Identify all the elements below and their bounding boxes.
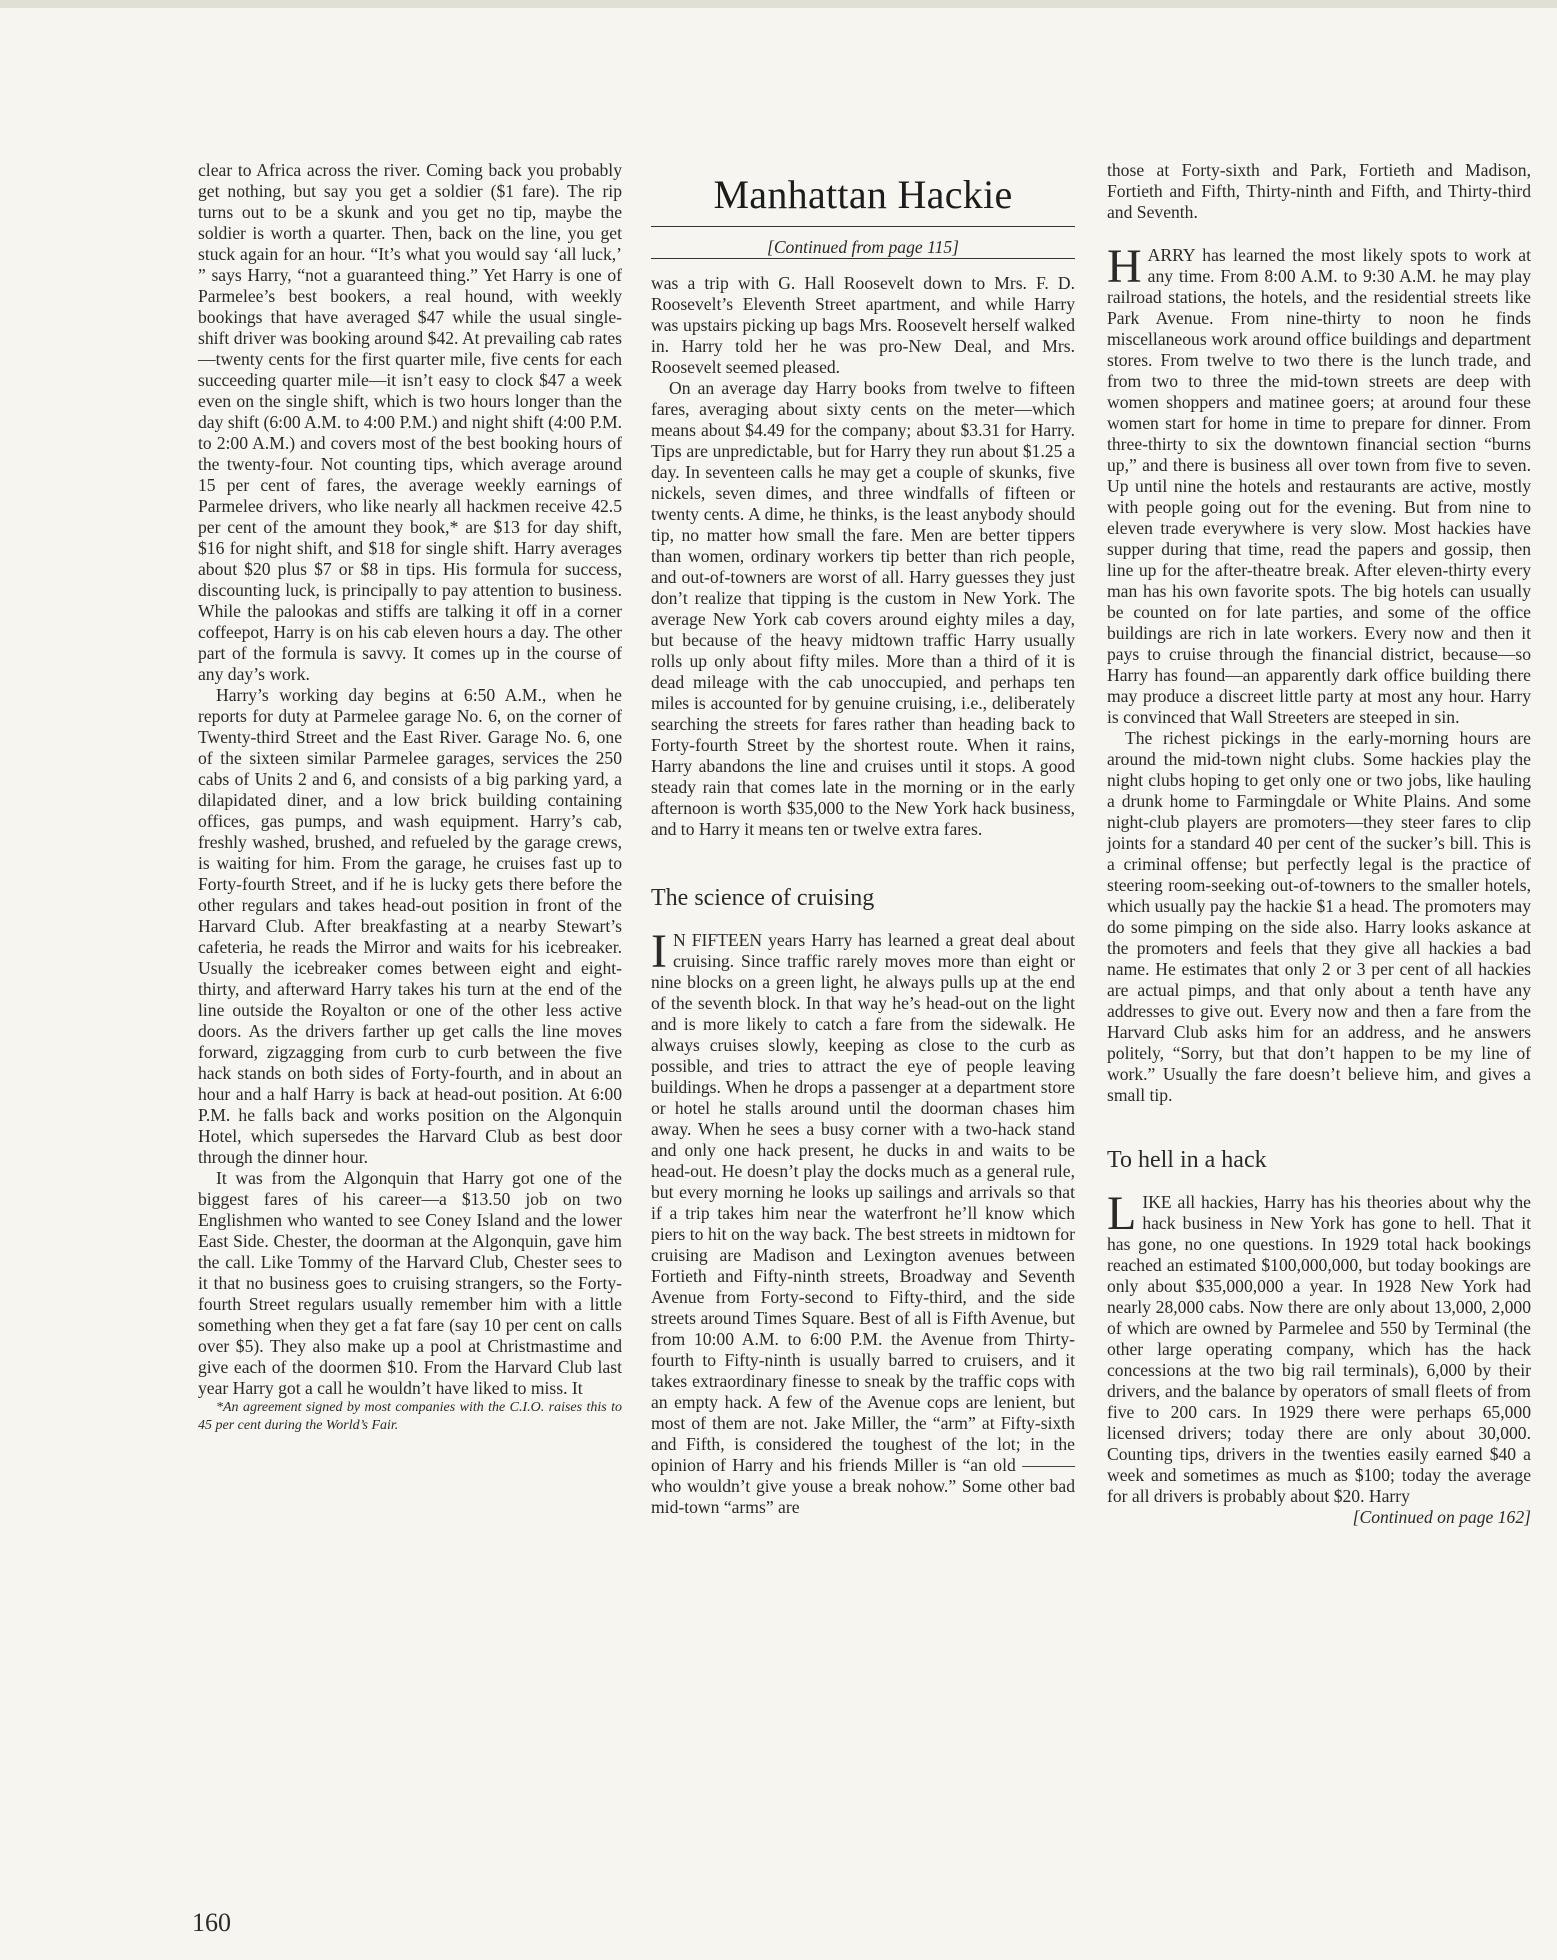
continued-on-note: [Continued on page 162]	[1352, 1507, 1531, 1527]
footnote: *An agreement signed by most companies with the C.I.O. raises this to 45 per cent during the World’s Fair.	[198, 1400, 622, 1433]
paragraph: LIKE all hackies, Harry has his theories about why the hack business in New York has gone to hell. That it has gone, no one questions. In 1929 total hack bookings reached an estimated $100,000,000, but today bookings are only about $35,000,000 a year. In 1928 New York had nearly 28,000 cabs. Now there are only about 13,000, 2,000 of which are owned by Parmelee and 550 by Terminal (the other large operating company, which has the hack concessions at the two big rail terminals), 6,000 by their drivers, and the balance by operators of small fleets of from five to 200 cars. In 1929 there were perhaps 65,000 licensed drivers; today there are only about 30,000. Counting tips, drivers in the twenties easily earned $40 a week and sometimes as much as $100; today the average for all drivers is probably about $20. Harry	[1107, 1187, 1531, 1506]
paragraph: those at Forty-sixth and Park, Fortieth and Madison, Fortieth and Fifth, Thirty-ninth and Fifth, and Thirty-third and Seventh.	[1107, 160, 1531, 222]
page-top-edge	[0, 0, 1557, 8]
article-title: Manhattan Hackie	[713, 172, 1013, 217]
drop-cap: L	[1107, 1187, 1137, 1240]
paragraph: clear to Africa across the river. Coming back you probably get nothing, but say you get a soldier ($1 fare). The rip turns out to be a skunk and you get no tip, maybe the soldier is worth a quarter. Then, back on the line, you get stuck again for an hour. “It’s what you would say ‘all luck,’ ” says Harry, “not a guaranteed thing.” Yet Harry is one of Parmelee’s best bookers, a real hound, with weekly bookings that have averaged $47 while the usual single-shift driver was booking around $42. At prevailing cab rates—twenty cents for the first quarter mile, five cents for each succeeding quarter mile—it isn’t easy to clock $47 a week even on the single shift, which is two hours longer than the day shift (6:00 A.M. to 4:00 P.M.) and night shift (4:00 P.M. to 2:00 A.M.) and covers most of the best booking hours of the twenty-four. Not counting tips, which average around 15 per cent of fares, the average weekly earnings of Parmelee drivers, who like nearly all hackmen receive 42.5 per cent of the amount they book,* are $13 for day shift, $16 for night shift, and $18 for single shift. Harry averages about $20 plus $7 or $8 in tips. His formula for success, discounting luck, is principally to pay attention to business. While the palookas and stiffs are talking it off in a corner coffeepot, Harry is on his cab eleven hours a day. The other part of the formula is savvy. It comes up in the course of any day’s work.	[198, 160, 622, 684]
paragraph: It was from the Algonquin that Harry got one of the biggest fares of his career—a $13.50 job on two Englishmen who wanted to see Coney Island and the lower East Side. Chester, the doorman at the Algonquin, gave him the call. Like Tommy of the Harvard Club, Chester sees to it that no business goes to cruising strangers, so the Forty-fourth Street regulars usually remember him with a little something when they get a fat fare (say 10 per cent on calls over $5). They also make up a pool at Christmastime and give each of the doormen $10. From the Harvard Club last year Harry got a call he wouldn’t have liked to miss. It	[198, 1168, 622, 1398]
section-heading: The science of cruising	[651, 885, 875, 911]
paragraph: HARRY has learned the most likely spots to work at any time. From 8:00 A.M. to 9:30 A.M. he may play railroad stations, the hotels, and the residential streets like Park Avenue. From nine-thirty to noon he finds miscellaneous work around office buildings and department stores. From twelve to two there is the lunch trade, and from two to three the mid-town streets are deep with women shoppers and matinee goers; at around four these women start for home in time to prepare for dinner. From three-thirty to six the downtown financial section “burns up,” and there is business all over town from five to seven. Up until nine the hotels and restaurants are active, mostly with people going out for the evening. But from nine to eleven trade everywhere is very slow. Most hackies have supper during that time, read the papers and gossip, then line up for the after-theatre break. After eleven-thirty every man has his own favorite spots. The big hotels can usually be counted on for late parties, and some of the office buildings are rich in late workers. Every now and then it pays to cruise through the financial district, because—so Harry has found—an apparently dark office building there may produce a discreet little party at most any hour. Harry is convinced that Wall Streeters are steeped in sin.	[1107, 240, 1531, 727]
drop-cap: I	[651, 925, 667, 978]
column-right	[1107, 160, 1531, 1528]
paragraph: On an average day Harry books from twelve to fifteen fares, averaging about sixty cents on the meter—which means about $4.49 for the company; about $3.31 for Harry. Tips are unpredictable, but for Harry they run about $1.25 a day. In seventeen calls he may get a couple of skunks, five nickels, seven dimes, and three windfalls of fifteen or twenty cents. A dime, he thinks, is the least anybody should tip, no matter how small the fare. Men are better tippers than women, ordinary workers tip better than rich people, and out-of-towners are worst of all. Harry guesses they just don’t realize that tipping is the custom in New York. The average New York cab covers around eighty miles a day, but because of the heavy midtown traffic Harry usually rolls up only about fifty miles. More than a third of it is dead mileage with the cab unoccupied, and perhaps ten miles is accounted for by genuine cruising, i.e., deliberately searching the streets for fares rather than heading back to Forty-fourth Street by the shortest route. When it rains, Harry abandons the line and cruises until it stops. A good steady rain that comes late in the morning or in the early afternoon is worth $35,000 to the New York hack business, and to Harry it means ten or twelve extra fares.	[651, 378, 1075, 839]
paragraph: Harry’s working day begins at 6:50 A.M., when he reports for duty at Parmelee garage No. 6, on the corner of Twenty-third Street and the East River. Garage No. 6, one of the sixteen similar Parmelee garages, services the 250 cabs of Units 2 and 6, and consists of a big parking yard, a dilapidated diner, and a low brick building containing offices, gas pumps, and wash equipment. Harry’s cab, freshly washed, brushed, and refueled by the garage crews, is waiting for him. From the garage, he cruises fast up to Forty-fourth Street, and if he is lucky gets there before the other regulars and takes head-out position in front of the Harvard Club. After breakfasting at a nearby Stewart’s cafeteria, he reads the Mirror and waits for his icebreaker. Usually the icebreaker comes between eight and eight-thirty, and afterward Harry takes his turn at the end of the line outside the Royalton or one of the other less active doors. As the drivers farther up get calls the line moves forward, zigzagging from curb to curb between the five hack stands on both sides of Forty-fourth, and in about an hour and a half Harry is back at head-out position. At 6:00 P.M. he falls back and works position on the Algonquin Hotel, which supersedes the Harvard Club as best door through the dinner hour.	[198, 685, 622, 1167]
title-rule-bottom	[651, 258, 1075, 259]
section-heading: To hell in a hack	[1107, 1147, 1267, 1173]
title-rule	[651, 226, 1075, 227]
column-left	[198, 160, 622, 1435]
paragraph: The richest pickings in the early-morning hours are around the mid-town night clubs. Some hackies play the night clubs hoping to get only one or two jobs, like hauling a drunk home to Farmingdale or White Plains. And some night-club players are promoters—they steer fares to clip joints for a standard 40 per cent of the sucker’s bill. This is a criminal offense; but perfectly legal is the practice of steering room-seeking out-of-towners to the smaller hotels, which usually pay the hackie $1 a head. The promoters may do some pimping on the side also. Harry looks askance at the promoters and feels that they give all hackies a bad name. He estimates that only 2 or 3 per cent of all hackies are actual pimps, and that only about a tenth have any addresses to give out. Every now and then a fare from the Harvard Club asks him for an address, and he answers politely, “Sorry, but that don’t happen to be my line of work.” Usually the fare doesn’t believe him, and gives a small tip.	[1107, 728, 1531, 1105]
column-middle	[651, 172, 1075, 1518]
page-number: 160	[192, 1908, 231, 1937]
paragraph: was a trip with G. Hall Roosevelt down to Mrs. F. D. Roosevelt’s Eleventh Street apartment, and while Harry was upstairs picking up bags Mrs. Roosevelt herself walked in. Harry told her he was pro-New Deal, and Mrs. Roosevelt seemed pleased.	[651, 273, 1075, 377]
continued-from-note: [Continued from page 115]	[766, 237, 960, 257]
drop-cap: H	[1107, 240, 1142, 293]
paragraph: I N FIFTEEN years Harry has learned a great deal about cruising. Since traffic rarely moves more than eight or nine blocks on a green light, he always pulls up at the end of the seventh block. In that way he’s head-out on the light and is more likely to catch a fare from the sidewalk. He always cruises slowly, keeping as close to the curb as possible, and tries to attract the eye of people leaving buildings. When he drops a passenger at a department store or hotel he stalls around until the doorman chases him away. When he sees a busy corner with a two-hack stand and only one hack present, he ducks in and waits to be head-out. He doesn’t play the docks much as a general rule, but every morning he looks up sailings and arrivals so that if a trip takes him near the waterfront he’ll know which piers to hit on the way back. The best streets in midtown for cruising are Madison and Lexington avenues between Fortieth and Fifty-ninth streets, Broadway and Seventh Avenue from Forty-second to Fifty-third, and the side streets around Times Square. Best of all is Fifth Avenue, but from 10:00 A.M. to 6:00 P.M. the Avenue from Thirty-fourth to Fifty-ninth is usually barred to cruisers, and it takes extraordinary finesse to sneak by the traffic cops with an empty hack. A few of the Avenue cops are lenient, but most of them are not. Jake Miller, the “arm” at Fifty-sixth and Fifth, is considered the toughest of the lot; in the opinion of Harry and his friends Miller is “an old ———who wouldn’t give youse a break nohow.” Some other bad mid-town “arms” are	[651, 925, 1075, 1517]
